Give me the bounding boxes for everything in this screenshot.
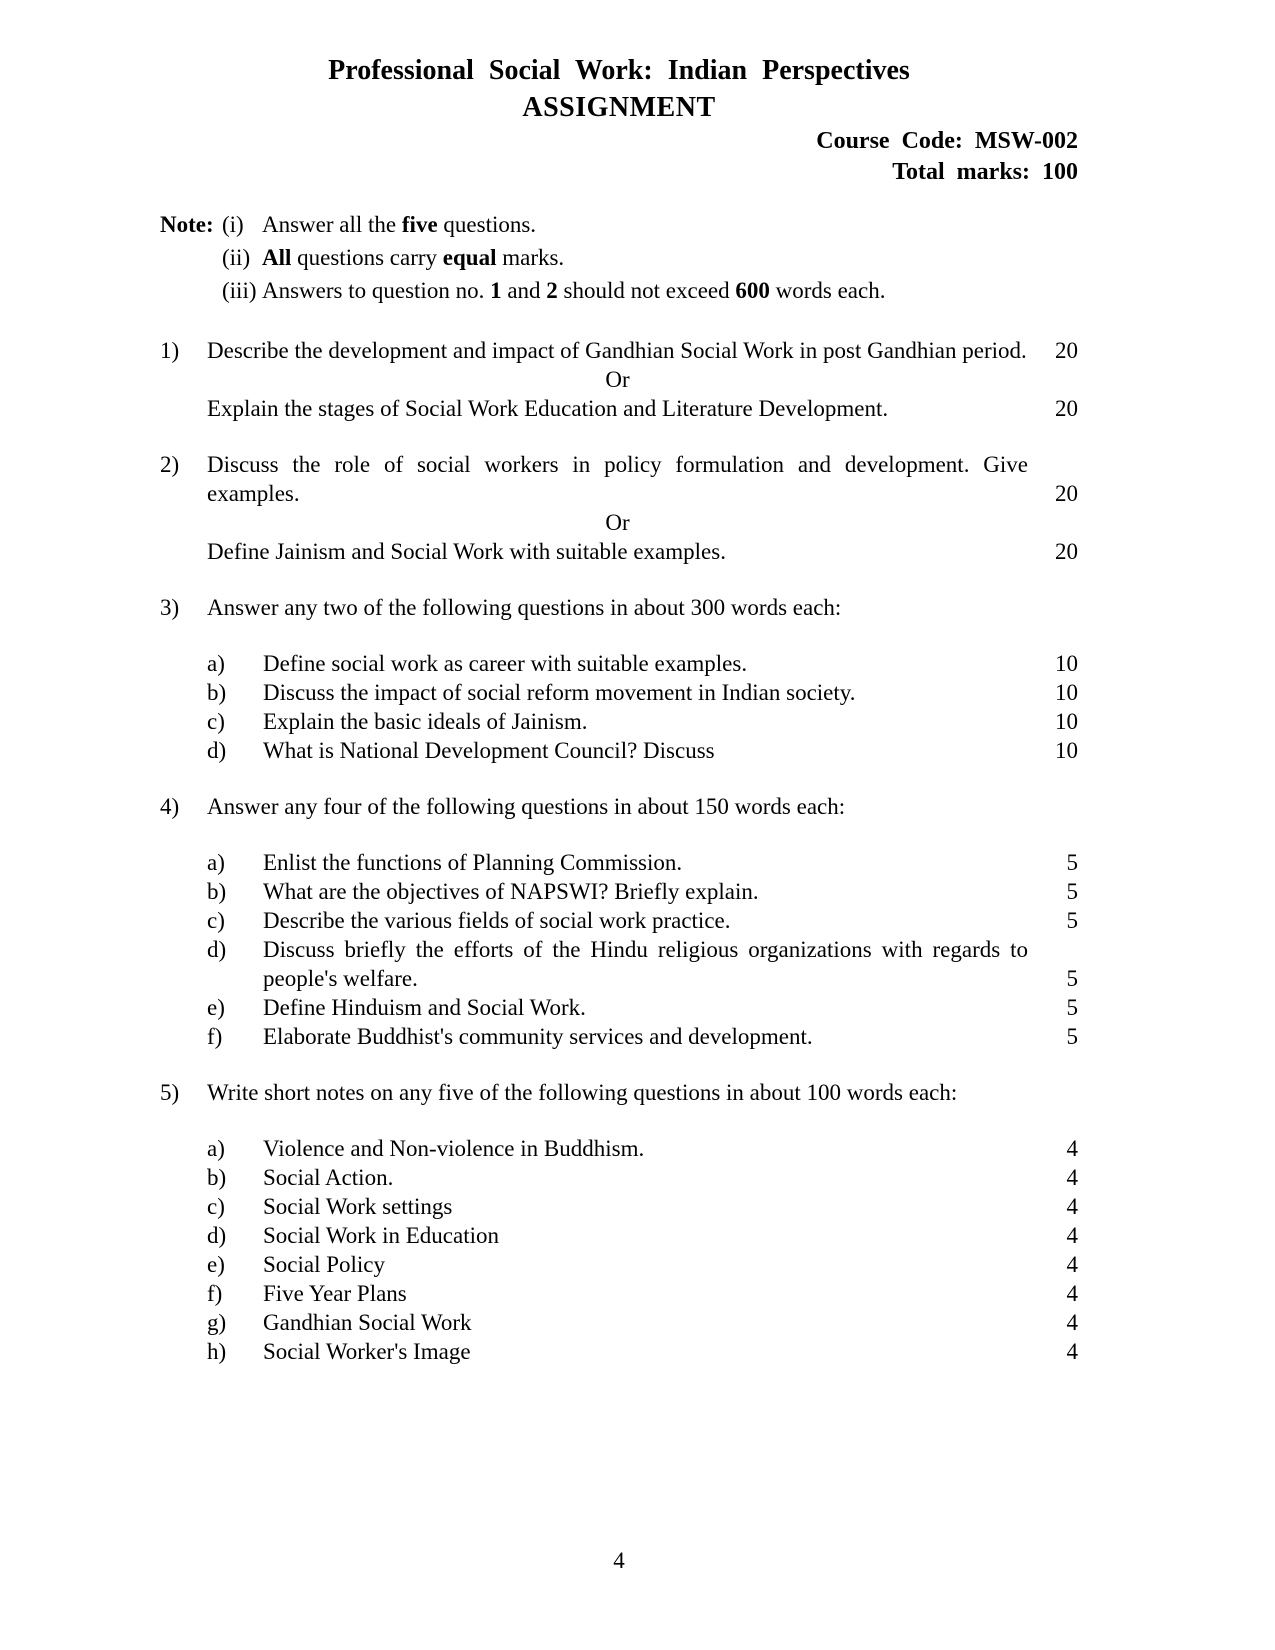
- question-sub-items: [160, 1134, 1078, 1366]
- sub-item-letter: g): [207, 1310, 227, 1335]
- sub-item-letter: c): [207, 709, 225, 734]
- question-number: 3): [160, 595, 180, 620]
- sub-item-marks: 10: [1055, 651, 1078, 676]
- or-label: Or: [605, 367, 630, 392]
- question-sub-items: [160, 649, 1078, 765]
- question-part: [160, 450, 1078, 508]
- sub-item-letter: a): [207, 651, 225, 676]
- question-part: [160, 336, 1078, 365]
- sub-item-text: Social Worker's Image: [263, 1339, 471, 1364]
- note-item-number: (iii): [222, 278, 257, 303]
- question-4: [160, 792, 1078, 1051]
- sub-item: [160, 993, 1078, 1022]
- question-number-spacer: [160, 935, 207, 993]
- note-text-segment: Answers to question no.: [262, 278, 491, 303]
- question-part: [160, 537, 1078, 566]
- sub-item-marks: 10: [1055, 738, 1078, 763]
- note-text-segment: questions carry: [291, 245, 443, 270]
- question-number-spacer: [160, 993, 207, 1022]
- sub-item-letter: b): [207, 1165, 227, 1190]
- question-number-spacer: [160, 1308, 207, 1337]
- sub-item-letter: a): [207, 850, 225, 875]
- sub-item: [160, 707, 1078, 736]
- sub-item-marks: 5: [1066, 1024, 1078, 1049]
- page-number: 4: [613, 1548, 625, 1573]
- note-text-segment: equal: [442, 245, 497, 270]
- note-section: [160, 210, 1078, 309]
- question-number-spacer: [160, 707, 207, 736]
- question-number-spacer: [160, 1337, 207, 1366]
- question-text: Answer any two of the following questions in about 300 words each:: [207, 595, 842, 620]
- sub-item: [160, 1134, 1078, 1163]
- question-number-spacer: [160, 1250, 207, 1279]
- sub-item: [160, 848, 1078, 877]
- sub-item-marks: 5: [1066, 850, 1078, 875]
- sub-item-text: Elaborate Buddhist's community services and development.: [263, 1024, 813, 1049]
- sub-item-letter: h): [207, 1339, 227, 1364]
- note-item-number: (ii): [222, 245, 251, 270]
- sub-item-marks: 5: [1066, 879, 1078, 904]
- sub-item: [160, 649, 1078, 678]
- sub-item: [160, 1221, 1078, 1250]
- note-item: [160, 210, 1078, 239]
- sub-item-marks: 10: [1055, 680, 1078, 705]
- page-title: Professional Social Work: Indian Perspectives: [328, 55, 910, 86]
- sub-item: [160, 1192, 1078, 1221]
- sub-item: [160, 1022, 1078, 1051]
- question-text: Write short notes on any five of the following questions in about 100 words each:: [207, 1080, 958, 1105]
- question-number-spacer: [160, 649, 207, 678]
- question-text: Answer any four of the following questions in about 150 words each:: [207, 794, 846, 819]
- note-label-spacer: [160, 243, 222, 272]
- or-row: [160, 365, 1078, 394]
- total-marks: Total marks: 100: [892, 159, 1078, 185]
- question-text: Discuss the role of social workers in policy formulation and development. Give examples.: [207, 452, 1028, 506]
- note-item-text: [262, 276, 1078, 305]
- note-text-segment: 600: [735, 278, 770, 303]
- question-number-spacer: [160, 678, 207, 707]
- note-text-segment: should not exceed: [557, 278, 736, 303]
- question-number-spacer: [160, 1221, 207, 1250]
- sub-item-marks: 5: [1066, 995, 1078, 1020]
- sub-item-text: Social Work in Education: [263, 1223, 499, 1248]
- sub-item-text: Gandhian Social Work: [263, 1310, 472, 1335]
- sub-item-text: Define Hinduism and Social Work.: [263, 995, 586, 1020]
- question-marks: 20: [1055, 481, 1078, 506]
- sub-item-marks: 4: [1066, 1194, 1078, 1219]
- question-number-spacer: [160, 1022, 207, 1051]
- question-number-spacer: [160, 394, 207, 423]
- question-number-spacer: [160, 1279, 207, 1308]
- sub-item-marks: 4: [1066, 1165, 1078, 1190]
- note-item-text: [262, 210, 1078, 239]
- note-text-segment: questions.: [437, 212, 537, 237]
- question-text: Explain the stages of Social Work Education and Literature Development.: [207, 396, 889, 421]
- sub-item-text: Social Work settings: [263, 1194, 453, 1219]
- sub-item-text: What is National Development Council? Discuss: [263, 738, 715, 763]
- sub-item-marks: 4: [1066, 1281, 1078, 1306]
- sub-item-marks: 4: [1066, 1252, 1078, 1277]
- sub-item-letter: b): [207, 680, 227, 705]
- question-marks: 20: [1055, 539, 1078, 564]
- question-5: [160, 1078, 1078, 1366]
- sub-item-letter: a): [207, 1136, 225, 1161]
- sub-item-text: Discuss briefly the efforts of the Hindu religious organizations with regards to people's welfare.: [263, 937, 1028, 991]
- note-item-text: [262, 243, 1078, 272]
- question-number: 5): [160, 1080, 180, 1105]
- question-number-spacer: [160, 877, 207, 906]
- note-label-spacer: [160, 276, 222, 305]
- sub-item-marks: 4: [1066, 1339, 1078, 1364]
- sub-item-letter: f): [207, 1024, 223, 1049]
- question-number-spacer: [160, 736, 207, 765]
- course-code: Course Code: MSW-002: [816, 128, 1078, 154]
- question-marks: 20: [1055, 396, 1078, 421]
- sub-item-letter: d): [207, 738, 227, 763]
- sub-item: [160, 678, 1078, 707]
- sub-item: [160, 906, 1078, 935]
- note-text-segment: five: [401, 212, 438, 237]
- sub-item: [160, 935, 1078, 993]
- sub-item-marks: 5: [1066, 966, 1078, 991]
- sub-item-text: Five Year Plans: [263, 1281, 407, 1306]
- note-text-segment: and: [501, 278, 547, 303]
- note-item: [160, 243, 1078, 272]
- note-item-number: (i): [222, 212, 244, 237]
- question-number-spacer: [160, 906, 207, 935]
- note-text-segment: words each.: [769, 278, 886, 303]
- question-marks: 20: [1055, 338, 1078, 363]
- question-number-spacer: [160, 848, 207, 877]
- question-intro: [160, 1078, 1078, 1107]
- or-row: [160, 508, 1078, 537]
- page-subtitle: ASSIGNMENT: [522, 92, 716, 123]
- question-number-spacer: [160, 1163, 207, 1192]
- sub-item-letter: d): [207, 937, 227, 962]
- sub-item-marks: 4: [1066, 1310, 1078, 1335]
- sub-item-text: Social Action.: [263, 1165, 394, 1190]
- question-number: 1): [160, 338, 180, 363]
- question-number-spacer: [160, 365, 207, 394]
- question-number: 4): [160, 794, 180, 819]
- sub-item: [160, 1163, 1078, 1192]
- question-2: [160, 450, 1078, 566]
- sub-item-text: Discuss the impact of social reform movement in Indian society.: [263, 680, 856, 705]
- sub-item-text: Social Policy: [263, 1252, 386, 1277]
- sub-item-letter: c): [207, 908, 225, 933]
- sub-item-marks: 4: [1066, 1136, 1078, 1161]
- sub-item: [160, 877, 1078, 906]
- sub-item-text: Describe the various fields of social work practice.: [263, 908, 731, 933]
- sub-item-marks: 4: [1066, 1223, 1078, 1248]
- sub-item-letter: e): [207, 995, 225, 1020]
- sub-item: [160, 736, 1078, 765]
- question-text: Describe the development and impact of Gandhian Social Work in post Gandhian period.: [207, 338, 1027, 363]
- question-number-spacer: [160, 1134, 207, 1163]
- sub-item-marks: 10: [1055, 709, 1078, 734]
- note-text-segment: marks.: [496, 245, 565, 270]
- note-text-segment: 1: [490, 278, 502, 303]
- note-text-segment: 2: [546, 278, 558, 303]
- sub-item-letter: e): [207, 1252, 225, 1277]
- sub-item-text: Violence and Non-violence in Buddhism.: [263, 1136, 645, 1161]
- sub-item-letter: b): [207, 879, 227, 904]
- sub-item: [160, 1337, 1078, 1366]
- or-label: Or: [605, 510, 630, 535]
- question-3: [160, 593, 1078, 765]
- sub-item: [160, 1279, 1078, 1308]
- sub-item-text: Enlist the functions of Planning Commission.: [263, 850, 683, 875]
- sub-item-letter: d): [207, 1223, 227, 1248]
- note-text-segment: All: [262, 245, 292, 270]
- question-part: [160, 394, 1078, 423]
- question-text: Define Jainism and Social Work with suitable examples.: [207, 539, 726, 564]
- sub-item-marks: 5: [1066, 908, 1078, 933]
- sub-item-letter: c): [207, 1194, 225, 1219]
- note-text-segment: Answer all the: [262, 212, 402, 237]
- question-number-spacer: [160, 1192, 207, 1221]
- note-item: [160, 276, 1078, 305]
- question-sub-items: [160, 848, 1078, 1051]
- sub-item-text: What are the objectives of NAPSWI? Briefly explain.: [263, 879, 759, 904]
- question-intro: [160, 792, 1078, 821]
- note-label: Note:: [160, 212, 214, 237]
- sub-item: [160, 1250, 1078, 1279]
- sub-item-letter: f): [207, 1281, 223, 1306]
- sub-item: [160, 1308, 1078, 1337]
- question-intro: [160, 593, 1078, 622]
- sub-item-text: Define social work as career with suitable examples.: [263, 651, 748, 676]
- question-number-spacer: [160, 508, 207, 537]
- question-number: 2): [160, 452, 180, 477]
- question-number-spacer: [160, 537, 207, 566]
- sub-item-text: Explain the basic ideals of Jainism.: [263, 709, 588, 734]
- question-1: [160, 336, 1078, 423]
